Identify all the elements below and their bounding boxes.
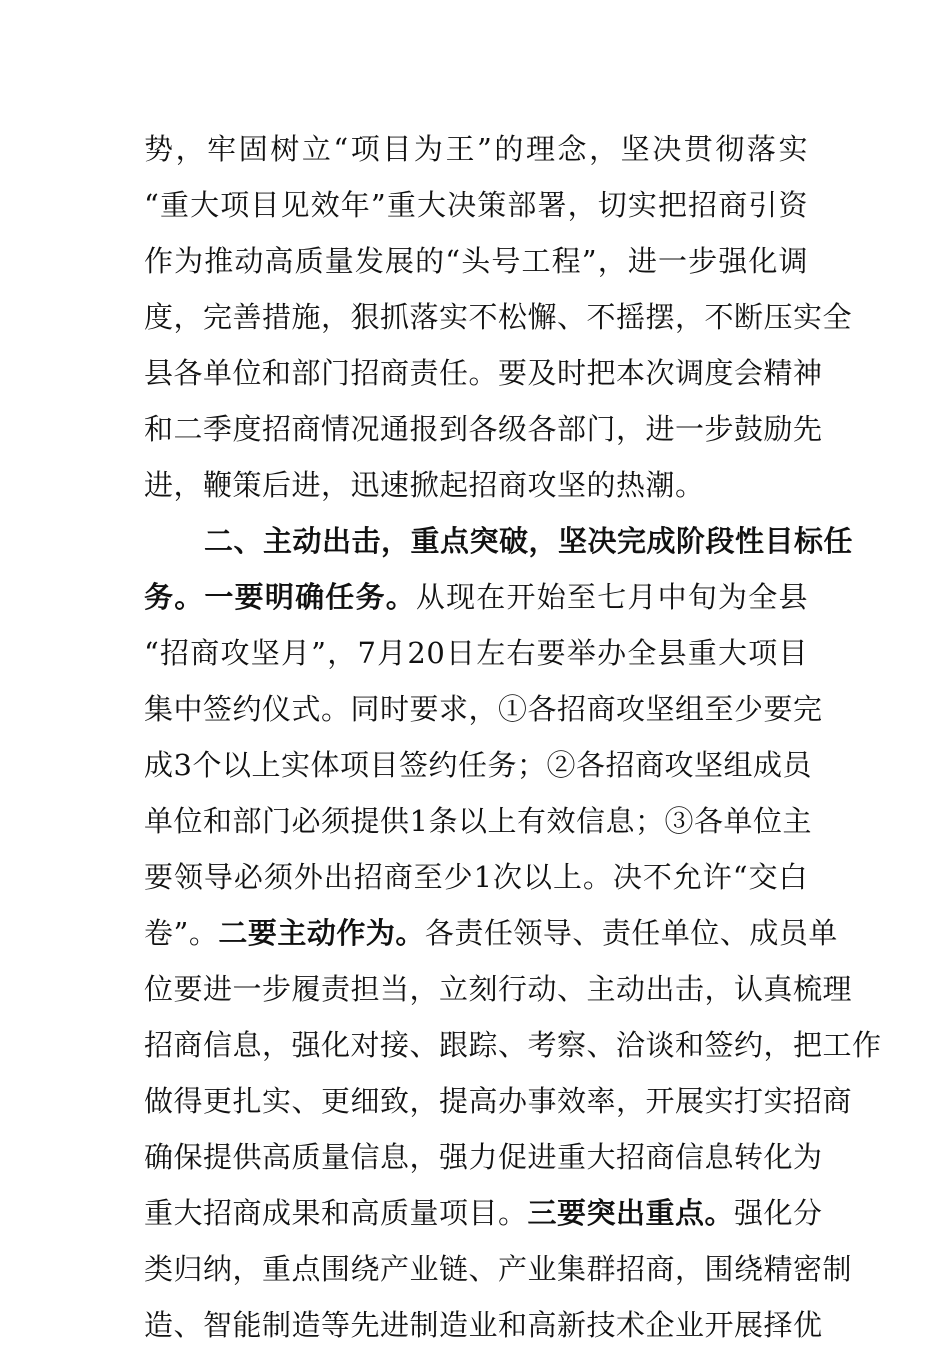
paragraph-line: 成3个以上实体项目签约任务；②各招商攻坚组成员 xyxy=(144,748,812,782)
paragraph-line: 势，牢固树立“项目为王”的理念，坚决贯彻落实 xyxy=(144,132,808,166)
text-run: 卷”。 xyxy=(144,916,219,950)
paragraph-line: 招商信息，强化对接、跟踪、考察、洽谈和签约，把工作 xyxy=(144,1028,882,1062)
paragraph-line: 做得更扎实、更细致，提高办事效率，开展实打实招商 xyxy=(144,1084,853,1118)
bold-phrase: 三要突出重点。 xyxy=(527,1196,735,1230)
section-heading: 二、主动出击，重点突破，坚决完成阶段性目标任 xyxy=(204,524,854,558)
paragraph-line: 位要进一步履责担当，立刻行动、主动出击，认真梳理 xyxy=(144,972,853,1006)
paragraph-line: 类归纳，重点围绕产业链、产业集群招商，围绕精密制 xyxy=(144,1252,853,1286)
paragraph-line: 度，完善措施，狠抓落实不松懈、不摇摆，不断压实全 xyxy=(144,300,853,334)
paragraph-line: 作为推动高质量发展的“头号工程”，进一步强化调 xyxy=(144,244,808,278)
paragraph-line: 集中签约仪式。同时要求，①各招商攻坚组至少要完 xyxy=(144,692,823,726)
bold-phrase: 务。一要明确任务。 xyxy=(144,580,416,614)
text-run: 强化分 xyxy=(734,1196,823,1230)
text-run: 重大招商成果和高质量项目。 xyxy=(144,1196,528,1230)
paragraph-line: 县各单位和部门招商责任。要及时把本次调度会精神 xyxy=(144,356,823,390)
paragraph-line xyxy=(144,1185,823,1241)
paragraph-line: 进，鞭策后进，迅速掀起招商攻坚的热潮。 xyxy=(144,468,705,502)
paragraph-line: 和二季度招商情况通报到各级各部门，进一步鼓励先 xyxy=(144,412,823,446)
paragraph-line: 单位和部门必须提供1条以上有效信息；③各单位主 xyxy=(144,804,812,838)
bold-phrase: 二要主动作为。 xyxy=(218,916,425,950)
paragraph-line: “重大项目见效年”重大决策部署，切实把招商引资 xyxy=(144,188,808,222)
paragraph-line: 确保提供高质量信息，强力促进重大招商信息转化为 xyxy=(144,1140,823,1174)
paragraph-line xyxy=(144,905,838,961)
paragraph-line xyxy=(144,569,808,625)
paragraph-line: 造、智能制造等先进制造业和高新技术企业开展择优 xyxy=(144,1308,823,1342)
text-run: 从现在开始至七月中旬为全县 xyxy=(415,580,808,614)
text-run: 各责任领导、责任单位、成员单 xyxy=(424,916,838,950)
paragraph-line: “招商攻坚月”，7月20日左右要举办全县重大项目 xyxy=(144,636,808,670)
paragraph-line: 要领导必须外出招商至少1次以上。决不允许“交白 xyxy=(144,860,808,894)
